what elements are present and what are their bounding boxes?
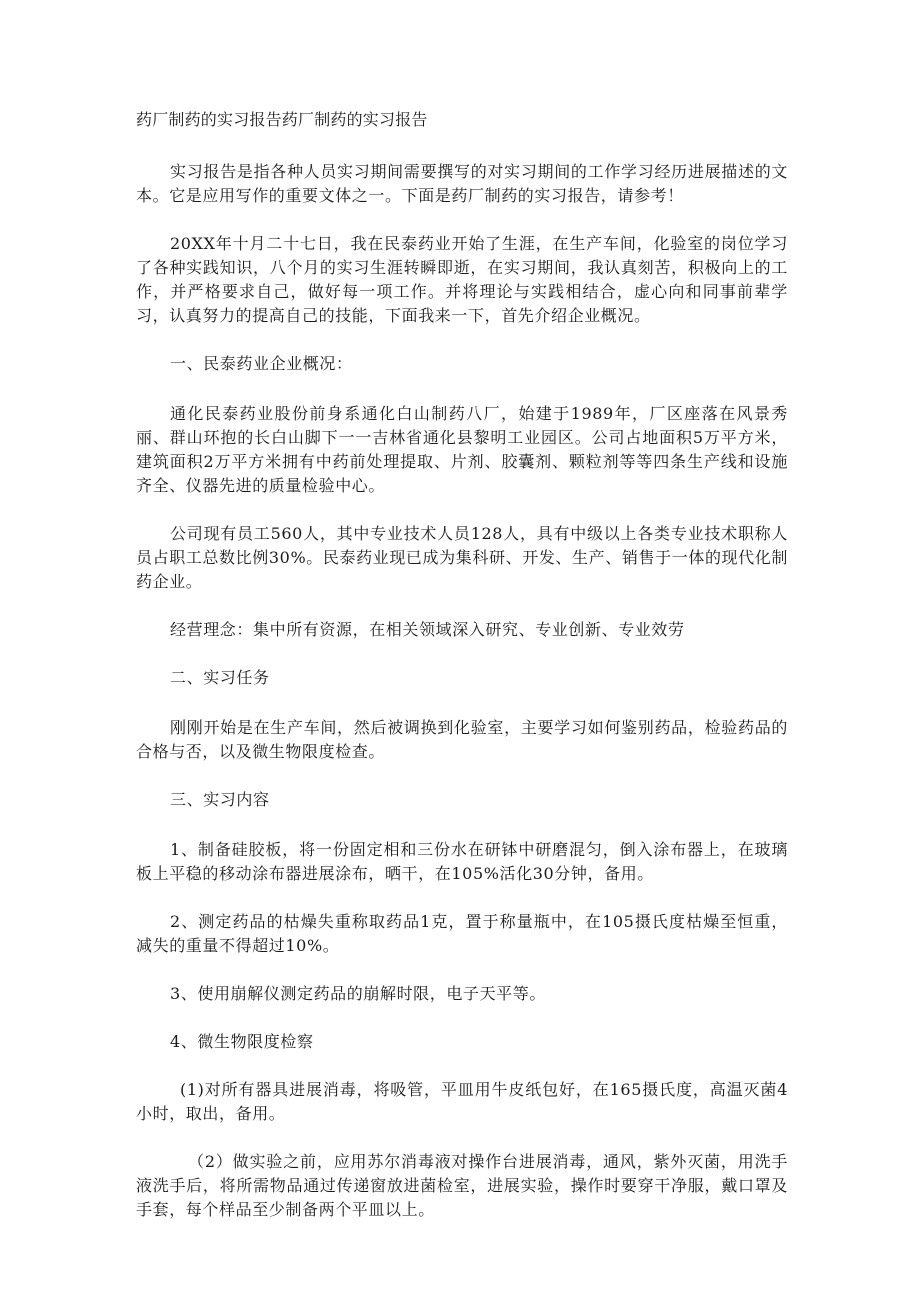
section-heading-internship-tasks: 二、实习任务	[170, 668, 270, 687]
section-heading-internship-content: 三、实习内容	[170, 790, 270, 809]
content-subitem-2: （2）做实验之前，应用苏尔消毒液对操作台进展消毒，通风，紫外灭菌，用洗手液洗手后，将所需物品通过传递窗放进菌检室，进展实验，操作时要穿干净服，戴口罩及手套，每个样品至少制备两个平皿以上。	[136, 1152, 788, 1219]
internship-tasks-paragraph: 刚刚开始是在生产车间，然后被调换到化验室，主要学习如何鉴别药品，检验药品的合格与否，以及微生物限度检查。	[136, 718, 788, 761]
content-item-4: 4、微生物限度检察	[170, 1032, 314, 1051]
content-subitem-1: (1)对所有器具进展消毒，将吸管，平皿用牛皮纸包好，在165摄氏度，高温灭菌4小时，取出，备用。	[136, 1080, 788, 1123]
intro-paragraph: 实习报告是指各种人员实习期间需要撰写的对实习期间的工作学习经历进展描述的文本。它是应用写作的重要文体之一。下面是药厂制药的实习报告，请参考！	[136, 162, 788, 205]
document-title: 药厂制药的实习报告药厂制药的实习报告	[136, 110, 428, 129]
company-history-paragraph: 通化民泰药业股份前身系通化白山制药八厂，始建于1989年，厂区座落在风景秀丽、群山环抱的长白山脚下一一吉林省通化县黎明工业园区。公司占地面积5万平方米，建筑面积2万平方米拥有中药前处理提取、片剂、胶囊剂、颗粒剂等等四条生产线和设施齐全、仪器先进的质量检验中心。	[136, 404, 788, 495]
document-body	[136, 108, 788, 1246]
section-heading-company-overview: 一、民泰药业企业概况：	[170, 354, 353, 373]
business-philosophy-paragraph: 经营理念：集中所有资源，在相关领域深入研究、专业创新、专业效劳	[170, 620, 685, 639]
content-item-3: 3、使用崩解仪测定药品的崩解时限，电子天平等。	[170, 984, 546, 1003]
company-staff-paragraph: 公司现有员工560人，其中专业技术人员128人，具有中级以上各类专业技术职称人员占职工总数比例30%。民泰药业现已成为集科研、开发、生产、销售于一体的现代化制药企业。	[136, 524, 788, 591]
content-item-1: 1、制备硅胶板，将一份固定相和三份水在研钵中研磨混匀，倒入涂布器上，在玻璃板上平稳的移动涂布器进展涂布，晒干，在105%活化30分钟，备用。	[136, 840, 788, 883]
content-item-2: 2、测定药品的枯燥失重称取药品1克，置于称量瓶中，在105摄氏度枯燥至恒重，减失的重量不得超过10%。	[136, 912, 788, 955]
internship-overview-paragraph: 20XX年十月二十七日，我在民泰药业开始了生涯，在生产车间，化验室的岗位学习了各种实践知识，八个月的实习生涯转瞬即逝，在实习期间，我认真刻苦，积极向上的工作，并严格要求自己，做好每一项工作。并将理论与实践相结合，虚心向和同事前辈学习，认真努力的提高自己的技能，下面我来一下，首先介绍企业概况。	[136, 234, 788, 325]
